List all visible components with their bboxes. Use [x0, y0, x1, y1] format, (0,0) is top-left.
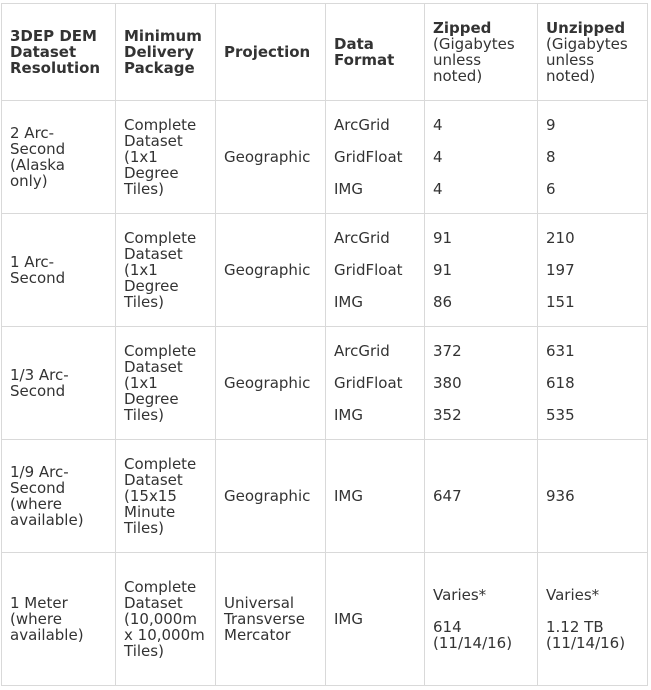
- cell-zipped: [425, 553, 538, 686]
- cell-projection-text: Universal Transverse Mercator: [224, 594, 305, 644]
- cell-format-value: IMG: [334, 406, 363, 424]
- cell-unzipped-value: 210: [546, 229, 575, 247]
- cell-unzipped: [538, 327, 648, 440]
- cell-resolution-text: 1/3 Arc-Second: [10, 366, 69, 400]
- table-row: [2, 327, 648, 440]
- cell-unzipped-value: 618: [546, 374, 575, 392]
- cell-zipped-value: Varies*: [433, 586, 487, 604]
- cell-zipped-value: 380: [433, 374, 462, 392]
- cell-zipped-value: 4: [433, 116, 443, 134]
- cell-zipped-value: 352: [433, 406, 462, 424]
- cell-zipped-value: 4: [433, 180, 443, 198]
- cell-unzipped: [538, 101, 648, 214]
- cell-projection-text: Geographic: [224, 261, 311, 279]
- cell-format: [326, 214, 425, 327]
- cell-unzipped: [538, 214, 648, 327]
- header-unzipped-title: Unzipped: [546, 19, 626, 37]
- cell-resolution: [2, 214, 116, 327]
- cell-zipped-value: 91: [433, 229, 453, 247]
- header-zipped-title: Zipped: [433, 19, 492, 37]
- cell-format-value: GridFloat: [334, 261, 403, 279]
- cell-package-text: Complete Dataset (1x1 Degree Tiles): [124, 229, 197, 311]
- header-row: [2, 4, 648, 101]
- header-resolution: 3DEP DEM Dataset Resolution: [2, 4, 116, 101]
- cell-unzipped-value: 8: [546, 148, 556, 166]
- header-projection: Projection: [216, 4, 326, 101]
- cell-resolution-text: 1 Meter (where available): [10, 594, 84, 644]
- cell-zipped: [425, 327, 538, 440]
- cell-resolution: [2, 553, 116, 686]
- cell-package-text: Complete Dataset (10,000m x 10,000m Tiles): [124, 578, 205, 660]
- header-package: Minimum Delivery Package: [116, 4, 216, 101]
- table-row: [2, 214, 648, 327]
- cell-projection: [216, 440, 326, 553]
- cell-resolution: [2, 101, 116, 214]
- cell-projection-text: Geographic: [224, 487, 311, 505]
- cell-resolution: [2, 327, 116, 440]
- cell-package: [116, 440, 216, 553]
- cell-unzipped-value: 631: [546, 342, 575, 360]
- header-zipped: [425, 4, 538, 101]
- cell-resolution-text: 2 Arc-Second (Alaska only): [10, 124, 66, 190]
- cell-format: [326, 327, 425, 440]
- header-unzipped: [538, 4, 648, 101]
- cell-format-value: GridFloat: [334, 374, 403, 392]
- cell-unzipped-value: 197: [546, 261, 575, 279]
- cell-resolution-text: 1/9 Arc-Second (where available): [10, 463, 84, 529]
- table-row: [2, 553, 648, 686]
- cell-format-value: IMG: [334, 180, 363, 198]
- header-unzipped-note: (Gigabytes unless noted): [546, 35, 628, 85]
- cell-projection: [216, 327, 326, 440]
- dem-dataset-table: [1, 3, 648, 686]
- cell-format-value: GridFloat: [334, 148, 403, 166]
- cell-format-value: ArcGrid: [334, 342, 390, 360]
- cell-unzipped: [538, 440, 648, 553]
- cell-format-value: IMG: [334, 293, 363, 311]
- cell-projection: [216, 553, 326, 686]
- cell-package-text: Complete Dataset (1x1 Degree Tiles): [124, 342, 197, 424]
- cell-unzipped-value: 936: [546, 487, 575, 505]
- cell-package: [116, 327, 216, 440]
- cell-zipped-value: 4: [433, 148, 443, 166]
- cell-format: [326, 440, 425, 553]
- cell-format: [326, 553, 425, 686]
- cell-format-value: ArcGrid: [334, 116, 390, 134]
- cell-format-value: IMG: [334, 487, 363, 505]
- cell-projection: [216, 214, 326, 327]
- cell-package-text: Complete Dataset (1x1 Degree Tiles): [124, 116, 197, 198]
- table-row: [2, 101, 648, 214]
- cell-zipped-value: 647: [433, 487, 462, 505]
- cell-projection: [216, 101, 326, 214]
- cell-format-value: ArcGrid: [334, 229, 390, 247]
- cell-package-text: Complete Dataset (15x15 Minute Tiles): [124, 455, 197, 537]
- header-zipped-note: (Gigabytes unless noted): [433, 35, 515, 85]
- cell-format-value: IMG: [334, 610, 363, 628]
- cell-package: [116, 214, 216, 327]
- cell-unzipped-value: 9: [546, 116, 556, 134]
- cell-zipped: [425, 214, 538, 327]
- cell-zipped-value: 86: [433, 293, 453, 311]
- cell-zipped-value: 372: [433, 342, 462, 360]
- cell-unzipped-value: 535: [546, 406, 575, 424]
- cell-unzipped-value: 151: [546, 293, 575, 311]
- table-row: [2, 440, 648, 553]
- cell-unzipped-value: 6: [546, 180, 556, 198]
- cell-zipped: [425, 101, 538, 214]
- cell-zipped: [425, 440, 538, 553]
- cell-zipped-value: 91: [433, 261, 453, 279]
- cell-projection-text: Geographic: [224, 374, 311, 392]
- cell-zipped-value: 614 (11/14/16): [433, 618, 513, 652]
- cell-unzipped-value: 1.12 TB (11/14/16): [546, 618, 626, 652]
- cell-resolution-text: 1 Arc-Second: [10, 253, 66, 287]
- cell-unzipped-value: Varies*: [546, 586, 600, 604]
- cell-package: [116, 101, 216, 214]
- cell-projection-text: Geographic: [224, 148, 311, 166]
- cell-resolution: [2, 440, 116, 553]
- cell-format: [326, 101, 425, 214]
- header-format: Data Format: [326, 4, 425, 101]
- cell-unzipped: [538, 553, 648, 686]
- cell-package: [116, 553, 216, 686]
